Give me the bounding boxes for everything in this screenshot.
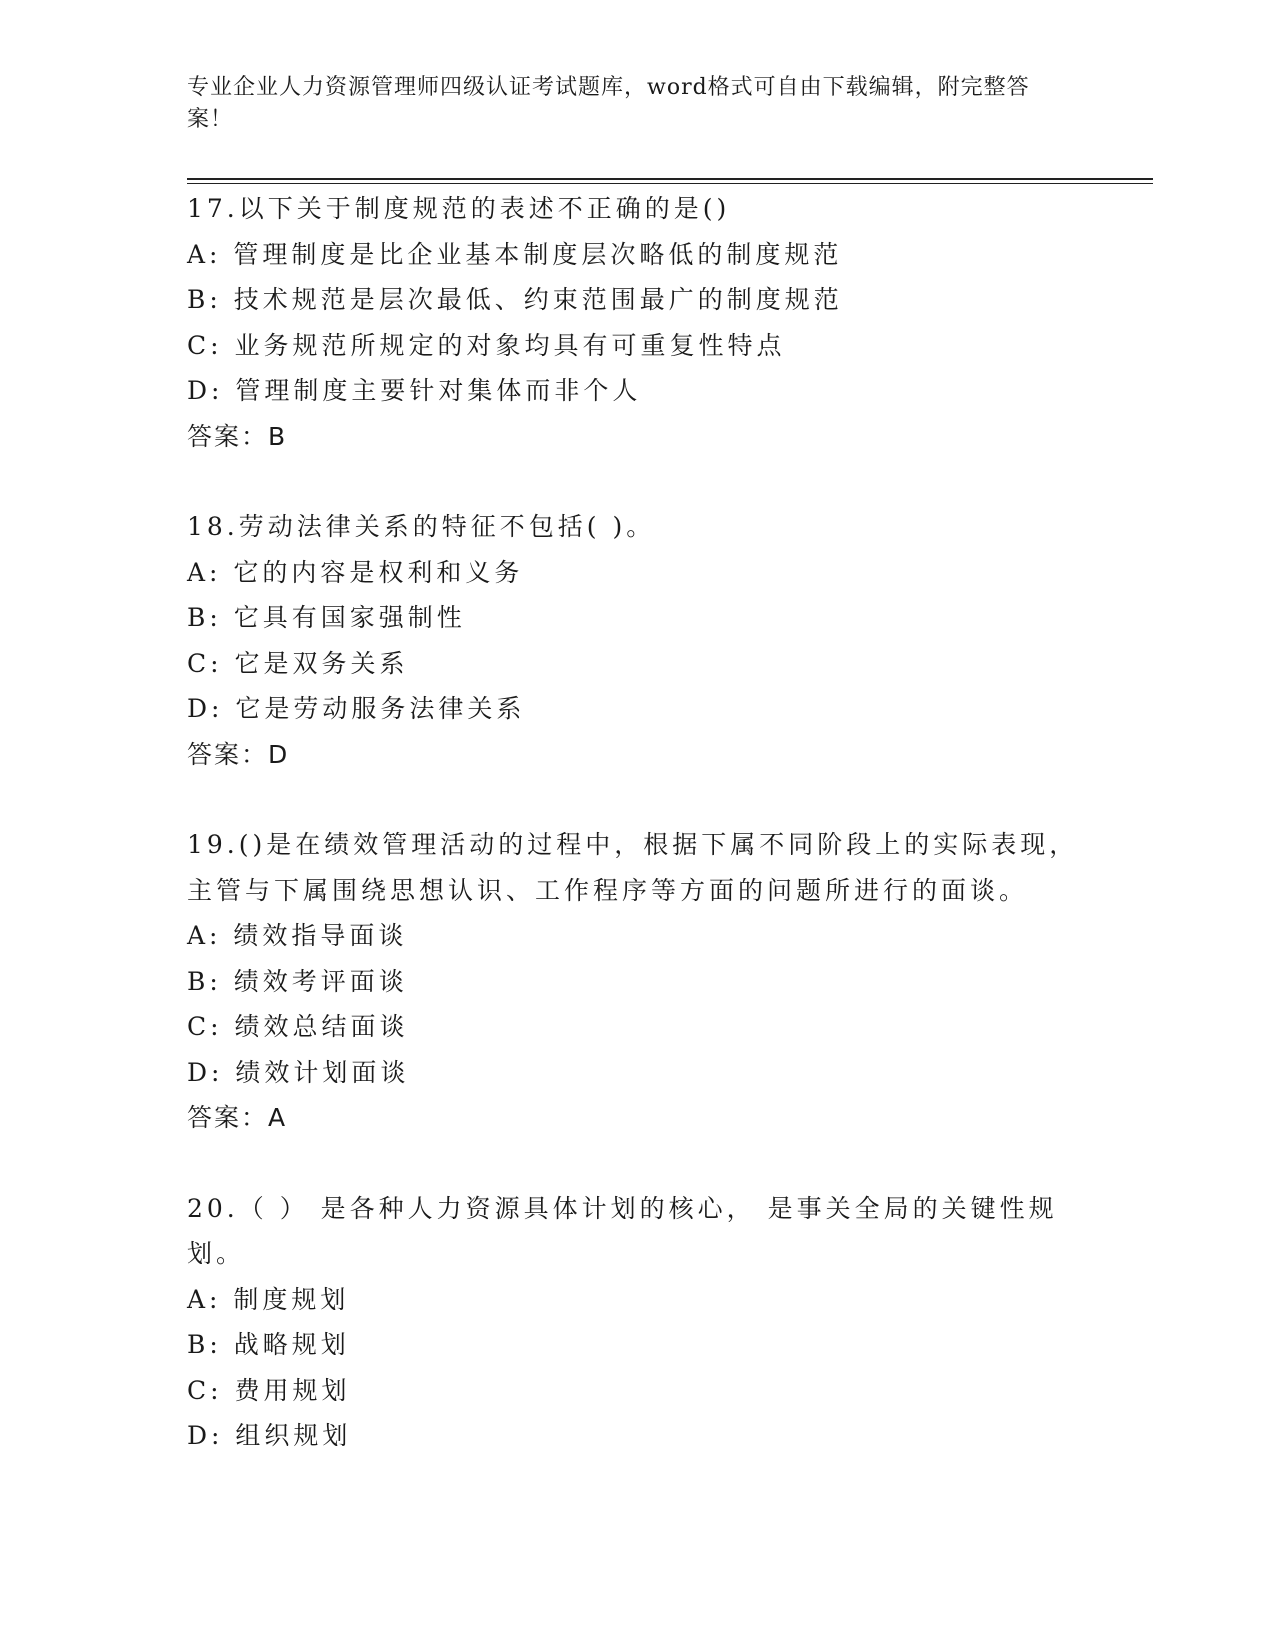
option-d: D: 它是劳动服务法律关系	[187, 694, 526, 723]
option-c: C: 绩效总结面谈	[187, 1012, 409, 1041]
header-divider	[187, 178, 1153, 184]
option-b: B: 它具有国家强制性	[187, 603, 466, 632]
option-list	[187, 232, 1087, 414]
answer-label: 答案：B	[187, 421, 288, 451]
option-b: B: 战略规划	[187, 1330, 350, 1359]
option-c: C: 业务规范所规定的对象均具有可重复性特点	[187, 330, 786, 360]
option-a: A: 它的内容是权利和义务	[187, 557, 524, 587]
option-c: C: 费用规划	[187, 1375, 351, 1405]
question-20	[187, 1186, 1087, 1459]
answer-label: 答案：A	[187, 1103, 288, 1132]
option-list	[187, 913, 1087, 1095]
question-stem: 19.()是在绩效管理活动的过程中，根据下属不同阶段上的实际表现，主管与下属围绕思想认识、工作程序等方面的问题所进行的面谈。	[187, 830, 1079, 905]
option-d: D: 绩效计划面谈	[187, 1057, 410, 1087]
option-a: A: 绩效指导面谈	[187, 921, 408, 950]
option-b: B: 绩效考评面谈	[187, 966, 408, 996]
option-a: A: 制度规划	[187, 1284, 350, 1314]
option-list	[187, 550, 1087, 732]
option-list	[187, 1277, 1087, 1459]
question-list	[187, 186, 1087, 1459]
document-header: 专业企业人力资源管理师四级认证考试题库，word格式可自由下载编辑，附完整答案！	[187, 75, 1030, 132]
question-17	[187, 186, 1087, 459]
question-19	[187, 822, 1087, 1141]
option-d: D: 管理制度主要针对集体而非个人	[187, 376, 642, 405]
option-a: A: 管理制度是比企业基本制度层次略低的制度规范	[187, 239, 843, 269]
question-stem: 20.（ ） 是各种人力资源具体计划的核心， 是事关全局的关键性规划。	[187, 1193, 1058, 1268]
option-b: B: 技术规范是层次最低、约束范围最广的制度规范	[187, 285, 843, 314]
answer-label: 答案：D	[187, 739, 290, 769]
option-c: C: 它是双务关系	[187, 648, 409, 678]
option-d: D: 组织规划	[187, 1421, 352, 1450]
question-stem: 18.劳动法律关系的特征不包括( )。	[187, 512, 656, 541]
question-stem: 17.以下关于制度规范的表述不正确的是()	[187, 194, 731, 223]
question-18	[187, 504, 1087, 777]
